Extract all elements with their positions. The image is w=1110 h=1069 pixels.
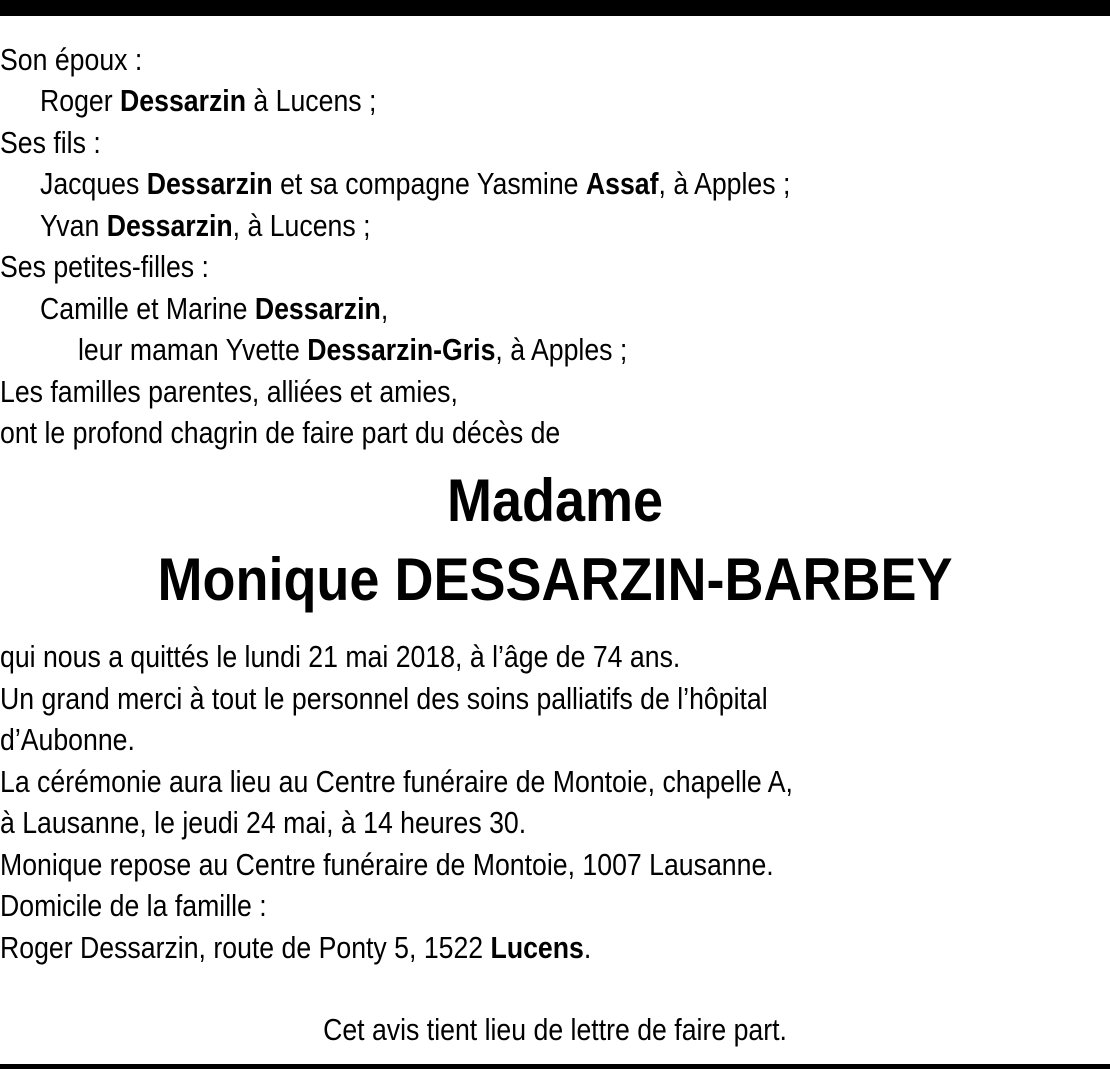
son1-partner-text: et sa compagne Yasmine bbox=[272, 166, 586, 201]
son2-last-name: Dessarzin bbox=[106, 208, 233, 243]
body-line-5: à Lausanne, le jeudi 24 mai, à 14 heures 30. bbox=[0, 805, 527, 840]
body-line-3: d’Aubonne. bbox=[0, 722, 135, 757]
top-rule bbox=[0, 0, 1110, 16]
granddaughters-heading bbox=[0, 246, 209, 288]
mother-last-name: Dessarzin-Gris bbox=[307, 332, 496, 367]
body-line-7: Domicile de la famille : bbox=[0, 888, 267, 923]
address-end: . bbox=[583, 930, 592, 965]
address-text: Roger Dessarzin, route de Ponty 5, 1522 bbox=[0, 930, 491, 965]
families-line bbox=[0, 371, 458, 413]
son1-first-name: Jacques bbox=[40, 166, 140, 201]
body-line-6: Monique repose au Centre funéraire de Montoie, 1007 Lausanne. bbox=[0, 847, 774, 882]
address-city: Lucens bbox=[490, 930, 584, 965]
sons-heading-text: Ses fils : bbox=[0, 125, 101, 160]
mother-first-name: leur maman Yvette bbox=[78, 332, 300, 367]
spouse-first-name: Roger bbox=[40, 83, 113, 118]
closing-line: Cet avis tient lieu de lettre de faire part. bbox=[323, 1012, 787, 1047]
spouse-heading bbox=[0, 39, 142, 81]
bottom-rule bbox=[0, 1064, 1110, 1069]
family-address bbox=[0, 927, 591, 969]
deceased-name: Monique DESSARZIN-BARBEY bbox=[157, 546, 953, 613]
son2-first-name: Yvan bbox=[40, 208, 100, 243]
spouse-line bbox=[40, 80, 376, 122]
granddaughters-heading-text: Ses petites-filles : bbox=[0, 249, 209, 284]
son1-last-name: Dessarzin bbox=[146, 166, 273, 201]
son1-line bbox=[40, 163, 790, 205]
granddaughters-suffix: , bbox=[380, 291, 389, 326]
spouse-heading-text: Son époux : bbox=[0, 42, 143, 77]
announce-line-text: ont le profond chagrin de faire part du décès de bbox=[0, 415, 561, 450]
body-line-1: qui nous a quittés le lundi 21 mai 2018, à l’âge de 74 ans. bbox=[0, 639, 681, 674]
son1-place: , à Apples ; bbox=[658, 166, 791, 201]
son2-place: , à Lucens ; bbox=[232, 208, 371, 243]
spouse-place: à Lucens ; bbox=[245, 83, 377, 118]
mother-line bbox=[78, 329, 627, 371]
granddaughters-last-name: Dessarzin bbox=[254, 291, 381, 326]
granddaughters-line bbox=[40, 288, 388, 330]
sons-heading bbox=[0, 122, 101, 164]
son2-line bbox=[40, 205, 371, 247]
deceased-title: Madame bbox=[446, 467, 664, 534]
announce-line bbox=[0, 412, 560, 454]
body-line-4: La cérémonie aura lieu au Centre funéraire de Montoie, chapelle A, bbox=[0, 764, 793, 799]
son1-partner-last-name: Assaf bbox=[585, 166, 659, 201]
body-line-2: Un grand merci à tout le personnel des soins palliatifs de l’hôpital bbox=[0, 681, 768, 716]
granddaughters-first-names: Camille et Marine bbox=[40, 291, 248, 326]
mother-place: , à Apples ; bbox=[495, 332, 628, 367]
families-line-text: Les familles parentes, alliées et amies, bbox=[0, 374, 458, 409]
spouse-last-name: Dessarzin bbox=[120, 83, 246, 118]
